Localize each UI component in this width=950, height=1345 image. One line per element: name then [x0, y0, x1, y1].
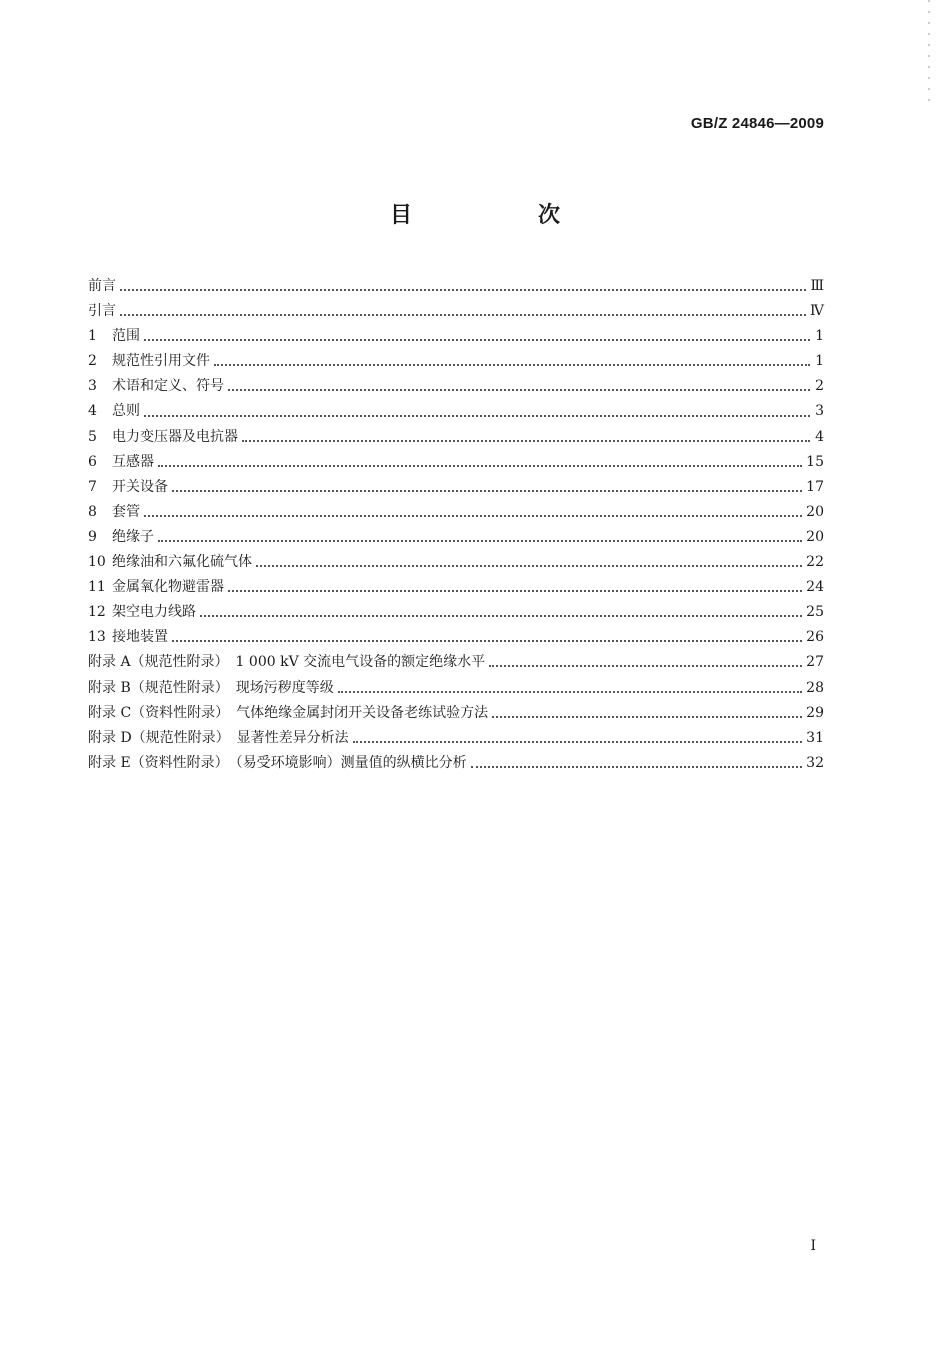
toc-leader-dots — [158, 539, 802, 542]
toc-entry-page: Ⅲ — [810, 278, 824, 294]
toc-leader-dots — [214, 363, 810, 366]
toc-leader-dots — [172, 639, 802, 642]
toc-entry-text: 接地装置 — [112, 629, 168, 646]
toc-entry-page: 27 — [806, 654, 824, 671]
toc-entry-text: 附录 A（规范性附录） 1 000 kV 交流电气设备的额定绝缘水平 — [88, 654, 486, 671]
toc-leader-dots — [471, 765, 803, 768]
toc-entry[interactable] — [88, 299, 824, 324]
toc-entry[interactable] — [88, 425, 824, 450]
toc-entry-number: 13 — [88, 629, 106, 646]
toc-entry-text: 开关设备 — [112, 478, 168, 495]
toc-entry-number: 11 — [88, 579, 106, 596]
toc-entry[interactable] — [88, 676, 824, 701]
toc-entry-page: 25 — [806, 604, 824, 621]
toc-entry-number: 9 — [88, 528, 97, 545]
toc-entry-page: 3 — [815, 403, 824, 420]
toc-leader-dots — [172, 489, 802, 492]
toc-entry-number: 2 — [88, 353, 97, 370]
toc-entry-label — [88, 374, 224, 399]
toc-entry[interactable] — [88, 575, 824, 600]
toc-leader-dots — [120, 313, 806, 316]
toc-entry[interactable] — [88, 374, 824, 399]
toc-leader-dots — [492, 715, 802, 718]
toc-entry[interactable] — [88, 525, 824, 550]
toc-entry-label — [88, 425, 238, 450]
toc-entry[interactable] — [88, 625, 824, 650]
toc-entry-number: 7 — [88, 478, 97, 495]
toc-entry-label — [88, 299, 116, 324]
toc-entry-number: 10 — [88, 554, 106, 571]
toc-entry[interactable] — [88, 550, 824, 575]
toc-entry-number: 12 — [88, 604, 106, 621]
toc-entry[interactable] — [88, 650, 824, 675]
toc-entry-text: 电力变压器及电抗器 — [112, 428, 238, 445]
toc-entry-label — [88, 575, 224, 600]
toc-entry[interactable] — [88, 274, 824, 299]
toc-leader-dots — [228, 589, 802, 592]
toc-entry-text: 绝缘油和六氟化硫气体 — [112, 554, 252, 571]
toc-entry[interactable] — [88, 450, 824, 475]
toc-entry-label — [88, 274, 116, 299]
toc-entry-text: 附录 E（资料性附录） （易受环境影响）测量值的纵横比分析 — [88, 754, 467, 771]
page-number: I — [810, 1238, 816, 1254]
toc-entry-text: 引言 — [88, 303, 116, 320]
toc-entry-page: 29 — [806, 704, 824, 721]
toc-entry-text: 互感器 — [112, 453, 154, 470]
toc-title: 目 次 — [389, 203, 612, 228]
toc-leader-dots — [338, 690, 802, 693]
toc-leader-dots — [144, 414, 810, 417]
toc-entry-text: 架空电力线路 — [112, 604, 196, 621]
toc-entry-label — [88, 751, 467, 776]
toc-entry-label — [88, 701, 488, 726]
toc-entry-number: 5 — [88, 428, 97, 445]
toc-entry-label — [88, 475, 168, 500]
toc-entry[interactable] — [88, 475, 824, 500]
toc-entry[interactable] — [88, 701, 824, 726]
toc-entry-text: 范围 — [112, 328, 140, 345]
toc-entry-label — [88, 550, 252, 575]
toc-entry-number: 6 — [88, 453, 97, 470]
toc-entry[interactable] — [88, 324, 824, 349]
toc-entry-number: 8 — [88, 503, 97, 520]
toc-entry-page: 32 — [806, 754, 824, 771]
toc-leader-dots — [489, 664, 802, 667]
toc-leader-dots — [158, 464, 802, 467]
toc-entry-label — [88, 324, 140, 349]
toc-entry-text: 附录 C（资料性附录） 气体绝缘金属封闭开关设备老练试验方法 — [88, 704, 489, 721]
toc-entry[interactable] — [88, 500, 824, 525]
toc-entry[interactable] — [88, 751, 824, 776]
toc-leader-dots — [144, 514, 802, 517]
toc-leader-dots — [200, 614, 802, 617]
toc-entry-page: 28 — [806, 679, 824, 696]
table-of-contents — [88, 274, 824, 776]
toc-entry-number: 3 — [88, 378, 97, 395]
toc-entry-page: 1 — [815, 353, 824, 370]
toc-entry-label — [88, 450, 154, 475]
toc-entry-page: 17 — [806, 478, 824, 495]
toc-entry-text: 金属氧化物避雷器 — [112, 579, 224, 596]
standard-number: GB/Z 24846—2009 — [690, 115, 824, 132]
toc-entry-label — [88, 600, 196, 625]
toc-entry-number: 4 — [88, 403, 97, 420]
toc-entry-text: 前言 — [88, 278, 116, 294]
toc-entry-text: 绝缘子 — [112, 528, 154, 545]
toc-entry-page: 31 — [806, 729, 824, 746]
toc-entry-label — [88, 676, 334, 701]
toc-entry-text: 规范性引用文件 — [112, 353, 210, 370]
toc-entry-page: 24 — [806, 579, 824, 596]
toc-entry-text: 套管 — [112, 503, 140, 520]
toc-entry-label — [88, 650, 485, 675]
toc-entry-page: 2 — [815, 378, 824, 395]
toc-entry[interactable] — [88, 726, 824, 751]
toc-entry[interactable] — [88, 349, 824, 374]
toc-leader-dots — [228, 388, 810, 391]
toc-entry-page: 20 — [806, 503, 824, 520]
toc-entry-label — [88, 726, 349, 751]
toc-entry-page: 15 — [806, 453, 824, 470]
toc-entry-label — [88, 399, 140, 424]
toc-entry-number: 1 — [88, 328, 97, 345]
toc-leader-dots — [242, 439, 810, 442]
toc-entry-label — [88, 349, 210, 374]
toc-entry-text: 术语和定义、符号 — [112, 378, 224, 395]
toc-leader-dots — [256, 564, 802, 567]
scan-edge-marks — [926, 0, 932, 110]
toc-entry-label — [88, 525, 154, 550]
toc-entry-text: 附录 B（规范性附录） 现场污秽度等级 — [88, 679, 334, 696]
toc-entry-page: 22 — [806, 554, 824, 571]
toc-entry-page: 1 — [815, 328, 824, 345]
toc-entry-text: 附录 D（规范性附录） 显著性差异分析法 — [88, 729, 349, 746]
toc-leader-dots — [144, 338, 810, 341]
toc-leader-dots — [353, 740, 802, 743]
toc-entry[interactable] — [88, 399, 824, 424]
toc-entry-page: 20 — [806, 528, 824, 545]
toc-entry-page: 26 — [806, 629, 824, 646]
toc-leader-dots — [120, 288, 806, 291]
toc-entry-text: 总则 — [112, 403, 140, 420]
toc-entry-page: Ⅳ — [810, 303, 824, 320]
toc-entry[interactable] — [88, 600, 824, 625]
toc-entry-label — [88, 625, 168, 650]
toc-entry-page: 4 — [815, 428, 824, 445]
toc-entry-label — [88, 500, 140, 525]
